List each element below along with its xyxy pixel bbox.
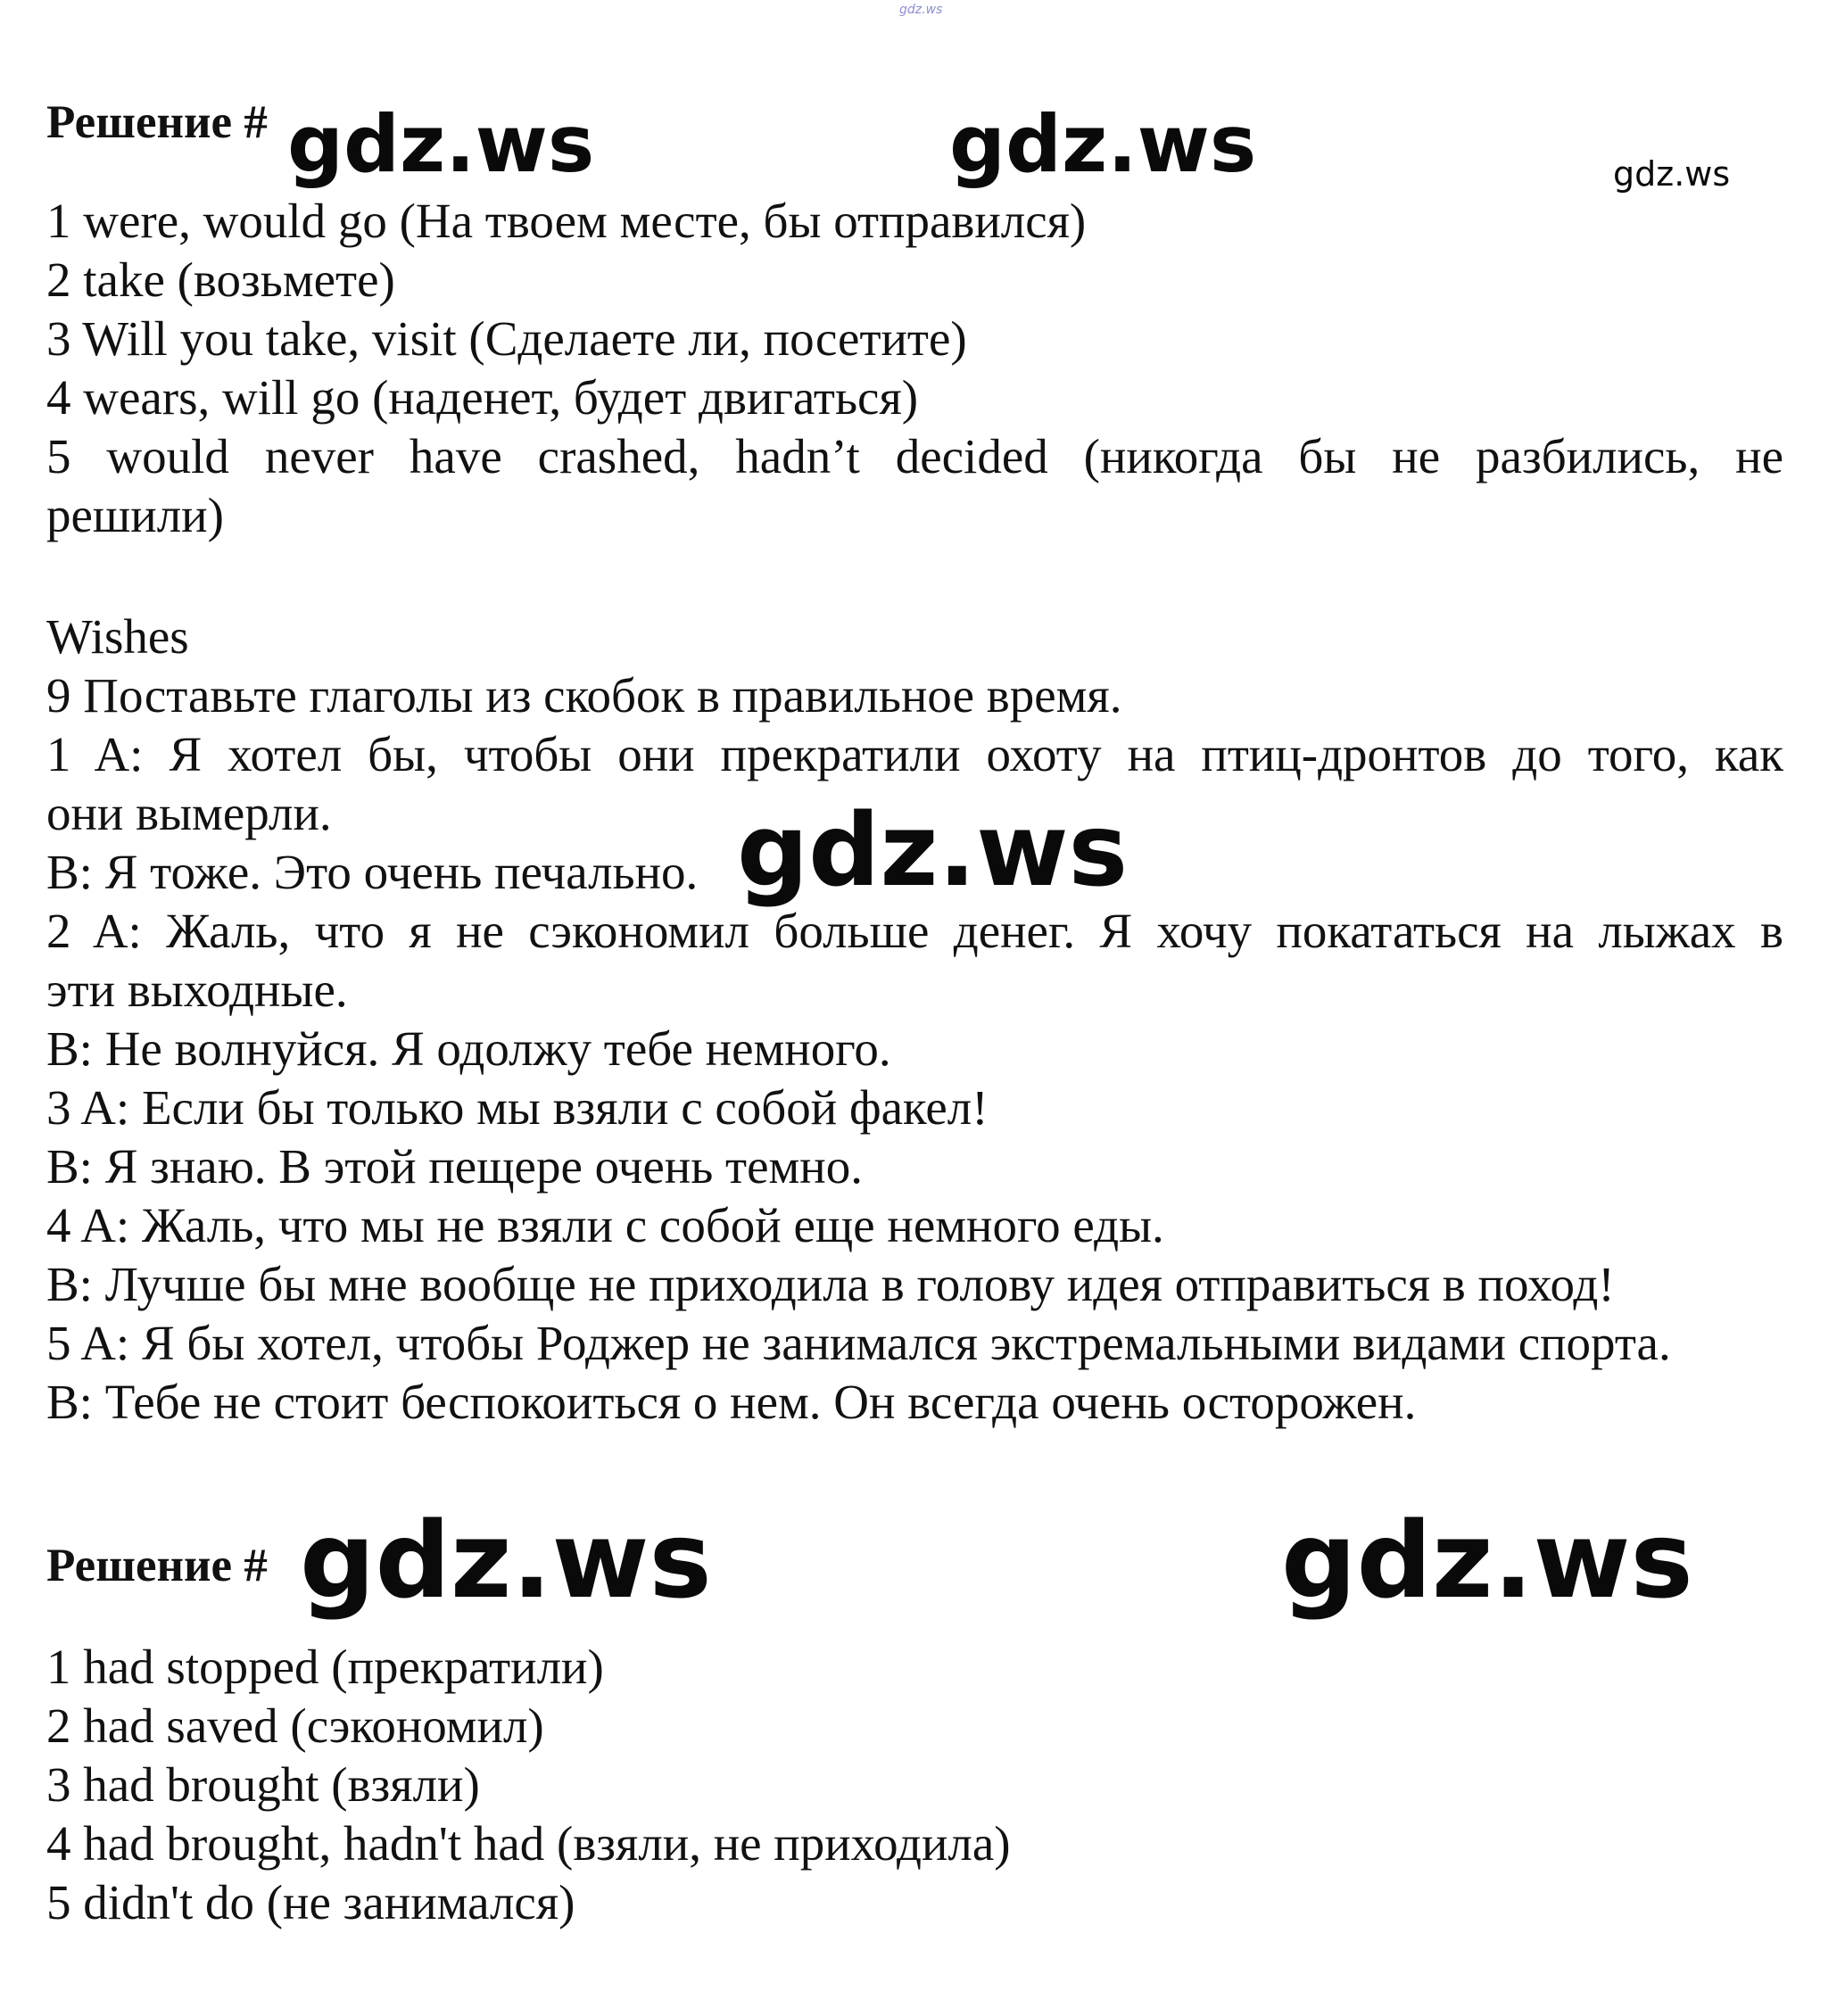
section1-line-2: 2 take (возьмете): [46, 252, 395, 307]
dialogue-1-a: 1 A: Я хотел бы, чтобы они прекратили охоту на птиц-дронтов до того, как: [46, 727, 1783, 781]
watermark-1: gdz.ws: [287, 98, 595, 190]
dialogue-5-b: B: Тебе не стоит беспокоиться о нем. Он всегда очень осторожен.: [46, 1375, 1417, 1429]
dialogue-2-b: B: Не волнуйся. Я одолжу тебе немного.: [46, 1021, 891, 1076]
section2-line-4: 4 had brought, hadn't had (взяли, не приходила): [46, 1816, 1011, 1871]
section1-heading: Решение #: [46, 96, 268, 148]
dialogue-4-b: B: Лучше бы мне вообще не приходила в голову идея отправиться в поход!: [46, 1257, 1615, 1311]
section2-line-3: 3 had brought (взяли): [46, 1757, 480, 1812]
watermark-5: gdz.ws: [1281, 1499, 1693, 1622]
section2-line-2: 2 had saved (сэкономил): [46, 1698, 544, 1753]
wishes-task: 9 Поставьте глаголы из скобок в правильное время.: [46, 668, 1122, 723]
dialogue-5-a: 5 A: Я бы хотел, чтобы Роджер не занимался экстремальными видами спорта.: [46, 1316, 1671, 1370]
dialogue-2-a: 2 A: Жаль, что я не сэкономил больше денег. Я хочу покататься на лыжах в: [46, 904, 1783, 958]
dialogue-3-b: B: Я знаю. В этой пещере очень темно.: [46, 1139, 863, 1194]
watermark-2: gdz.ws: [949, 98, 1257, 190]
dialogue-1-b: B: Я тоже. Это очень печально.: [46, 845, 699, 899]
watermark-4: gdz.ws: [300, 1499, 712, 1622]
dialogue-4-a: 4 A: Жаль, что мы не взяли с собой еще немного еды.: [46, 1198, 1164, 1252]
watermark-3: gdz.ws: [737, 793, 1129, 909]
section2-line-1: 1 had stopped (прекратили): [46, 1640, 604, 1694]
top-watermark: gdz.ws: [899, 3, 943, 17]
section1-line-4: 4 wears, will go (наденет, будет двигаться): [46, 370, 919, 425]
section1-line-3: 3 Will you take, visit (Сделаете ли, посетите): [46, 311, 967, 366]
section1-line-5: 5 would never have crashed, hadn’t decided (никогда бы не разбились, не: [46, 429, 1783, 483]
section2-heading: Решение #: [46, 1540, 268, 1591]
section1-line-5-cont: решили): [46, 488, 224, 542]
dialogue-3-a: 3 A: Если бы только мы взяли с собой факел!: [46, 1080, 989, 1135]
dialogue-2-a-cont: эти выходные.: [46, 963, 348, 1017]
dialogue-1-a-cont: они вымерли.: [46, 786, 332, 840]
section2-line-5: 5 didn't do (не занимался): [46, 1875, 575, 1929]
watermark-small: gdz.ws: [1613, 154, 1731, 194]
section1-line-1: 1 were, would go (На твоем месте, бы отправился): [46, 194, 1087, 248]
wishes-title: Wishes: [46, 609, 189, 664]
